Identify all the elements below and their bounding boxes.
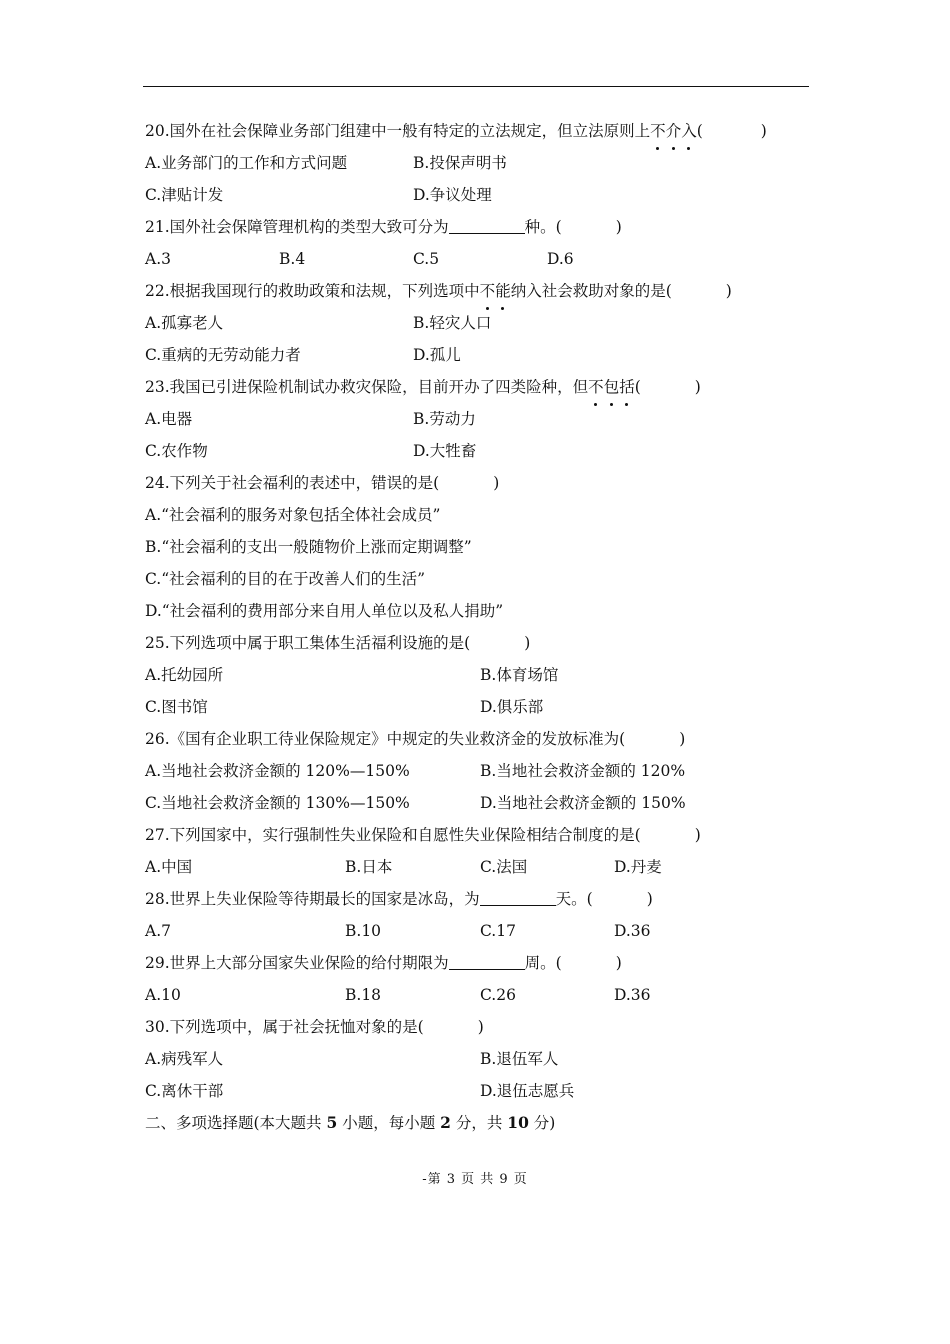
option-d[interactable]: D.俱乐部 bbox=[480, 698, 544, 716]
option-b[interactable]: B.18 bbox=[345, 986, 382, 1004]
option-b[interactable]: B.当地社会救济金额的 120% bbox=[480, 762, 686, 780]
option-a[interactable]: A.中国 bbox=[145, 858, 193, 876]
options-row bbox=[145, 755, 809, 787]
question-number: 26. bbox=[145, 730, 170, 748]
emphasis-text bbox=[480, 282, 511, 300]
question-30 bbox=[145, 1011, 809, 1043]
section-text: 小题，每小题 bbox=[337, 1114, 441, 1132]
option-c[interactable]: C.离休干部 bbox=[145, 1082, 224, 1100]
options-row bbox=[145, 403, 809, 435]
question-stem-tail: 纳入社会救助对象的是( bbox=[510, 282, 672, 300]
emphasis-text bbox=[588, 378, 635, 396]
question-24 bbox=[145, 467, 809, 499]
options-row bbox=[145, 915, 809, 947]
options-row bbox=[145, 1043, 809, 1075]
emphasis-char: 括 bbox=[619, 371, 635, 403]
option-a[interactable]: A.当地社会救济金额的 120%—150% bbox=[145, 762, 410, 780]
option-d[interactable]: D.退伍志愿兵 bbox=[480, 1082, 575, 1100]
options-row bbox=[145, 147, 809, 179]
option-a[interactable]: A.电器 bbox=[145, 410, 193, 428]
options-row bbox=[145, 979, 809, 1011]
close-paren: ) bbox=[694, 826, 701, 844]
option-d[interactable]: D.大牲畜 bbox=[413, 442, 477, 460]
fill-blank[interactable] bbox=[449, 951, 525, 970]
question-number: 30. bbox=[145, 1018, 170, 1036]
close-paren: ) bbox=[679, 730, 686, 748]
option-b[interactable]: B.轻灾人口 bbox=[413, 314, 492, 332]
question-21 bbox=[145, 211, 809, 243]
option-d[interactable]: D.6 bbox=[547, 250, 574, 268]
close-paren: ) bbox=[615, 218, 622, 236]
header-rule bbox=[143, 86, 809, 87]
question-number: 25. bbox=[145, 634, 170, 652]
question-23 bbox=[145, 371, 809, 403]
open-paren: ( bbox=[634, 378, 641, 396]
options-row bbox=[145, 307, 809, 339]
option-c[interactable]: C.图书馆 bbox=[145, 698, 208, 716]
question-stem: 世界上大部分国家失业保险的给付期限为 bbox=[169, 954, 449, 972]
close-paren: ) bbox=[493, 474, 500, 492]
option-d[interactable]: D.丹麦 bbox=[614, 858, 662, 876]
close-paren: ) bbox=[646, 890, 653, 908]
emphasis-char: 能 bbox=[495, 275, 511, 307]
close-paren: ) bbox=[477, 1018, 484, 1036]
options-row bbox=[145, 691, 809, 723]
question-number: 29. bbox=[145, 954, 170, 972]
question-25 bbox=[145, 627, 809, 659]
emphasis-char: 不 bbox=[480, 275, 496, 307]
option-a[interactable]: A.3 bbox=[145, 250, 171, 268]
options-row bbox=[145, 851, 809, 883]
question-20 bbox=[145, 115, 809, 147]
section-text: 二、多项选择题(本大题共 bbox=[145, 1114, 327, 1132]
option-c[interactable]: C.5 bbox=[413, 250, 440, 268]
open-paren: ( bbox=[696, 122, 703, 140]
option-c[interactable]: C.当地社会救济金额的 130%—150% bbox=[145, 794, 410, 812]
close-paren: ) bbox=[615, 954, 622, 972]
close-paren: ) bbox=[524, 634, 531, 652]
option-c[interactable]: C.津贴计发 bbox=[145, 186, 224, 204]
close-paren: ) bbox=[725, 282, 732, 300]
question-number: 21. bbox=[145, 218, 170, 236]
emphasis-char: 入 bbox=[681, 115, 697, 147]
question-28 bbox=[145, 883, 809, 915]
option-c[interactable]: C.17 bbox=[480, 922, 516, 940]
option-b[interactable]: B.投保声明书 bbox=[413, 154, 507, 172]
option-a[interactable]: A.7 bbox=[145, 922, 171, 940]
question-number: 27. bbox=[145, 826, 170, 844]
exam-content bbox=[145, 115, 809, 1139]
options-row bbox=[145, 787, 809, 819]
question-stem: 国外在社会保障业务部门组建中一般有特定的立法规定，但立法原则上 bbox=[169, 122, 651, 140]
question-number: 20. bbox=[145, 122, 170, 140]
question-stem-tail: 种。( bbox=[524, 218, 562, 236]
points-total: 10 bbox=[507, 1113, 529, 1132]
option-d[interactable]: D.当地社会救济金额的 150% bbox=[480, 794, 686, 812]
question-stem-tail: 天。( bbox=[555, 890, 593, 908]
question-stem: 世界上失业保险等待期最长的国家是冰岛，为 bbox=[169, 890, 480, 908]
emphasis-char: 包 bbox=[604, 371, 620, 403]
question-22 bbox=[145, 275, 809, 307]
option-b[interactable]: B.退伍军人 bbox=[480, 1050, 559, 1068]
option-a[interactable]: A.病残军人 bbox=[145, 1050, 224, 1068]
close-paren: ) bbox=[694, 378, 701, 396]
option-a[interactable]: A.托幼园所 bbox=[145, 666, 224, 684]
options-row bbox=[145, 339, 809, 371]
question-29 bbox=[145, 947, 809, 979]
option-a[interactable]: A.孤寡老人 bbox=[145, 314, 224, 332]
emphasis-char: 不 bbox=[650, 115, 666, 147]
question-stem: 我国已引进保险机制试办救灾保险，目前开办了四类险种，但 bbox=[169, 378, 589, 396]
option-b[interactable]: B.4 bbox=[279, 250, 306, 268]
option-c[interactable]: C.法国 bbox=[480, 858, 528, 876]
option-a[interactable]: A.业务部门的工作和方式问题 bbox=[145, 154, 348, 172]
question-stem: 下列国家中，实行强制性失业保险和自愿性失业保险相结合制度的是( bbox=[169, 826, 641, 844]
option-d[interactable]: D.争议处理 bbox=[413, 186, 492, 204]
question-count: 5 bbox=[326, 1113, 338, 1132]
options-row bbox=[145, 243, 809, 275]
question-stem: 下列选项中，属于社会抚恤对象的是( bbox=[169, 1018, 424, 1036]
question-stem: 国外社会保障管理机构的类型大致可分为 bbox=[169, 218, 449, 236]
options-row bbox=[145, 659, 809, 691]
section-text: 分，共 bbox=[450, 1114, 508, 1132]
option-c[interactable]: C.农作物 bbox=[145, 442, 208, 460]
question-number: 24. bbox=[145, 474, 170, 492]
question-stem-tail: 周。( bbox=[524, 954, 562, 972]
question-number: 23. bbox=[145, 378, 170, 396]
fill-blank[interactable] bbox=[480, 887, 556, 906]
option-a[interactable]: A.10 bbox=[145, 986, 181, 1004]
section-heading bbox=[145, 1107, 809, 1139]
emphasis-char: 不 bbox=[588, 371, 604, 403]
option-b[interactable]: B.“社会福利的支出一般随物价上涨而定期调整” bbox=[145, 538, 472, 556]
options-row bbox=[145, 179, 809, 211]
option-d[interactable]: D.36 bbox=[614, 922, 651, 940]
option-a[interactable]: A.“社会福利的服务对象包括全体社会成员” bbox=[145, 506, 441, 524]
option-b[interactable]: B.劳动力 bbox=[413, 410, 476, 428]
question-stem: 根据我国现行的救助政策和法规，下列选项中 bbox=[169, 282, 480, 300]
page-footer: -第 3 页 共 9 页 bbox=[422, 1172, 528, 1187]
option-b[interactable]: B.10 bbox=[345, 922, 382, 940]
question-number: 28. bbox=[145, 890, 170, 908]
option-c[interactable]: C.“社会福利的目的在于改善人们的生活” bbox=[145, 570, 426, 588]
close-paren: ) bbox=[760, 122, 767, 140]
emphasis-text bbox=[650, 122, 697, 140]
emphasis-char: 介 bbox=[666, 115, 682, 147]
fill-blank[interactable] bbox=[449, 215, 525, 234]
option-c[interactable]: C.重病的无劳动能力者 bbox=[145, 346, 301, 364]
option-d[interactable]: D.“社会福利的费用部分来自用人单位以及私人捐助” bbox=[145, 602, 504, 620]
option-b[interactable]: B.日本 bbox=[345, 858, 393, 876]
question-stem: 《国有企业职工待业保险规定》中规定的失业救济金的发放标准为( bbox=[169, 730, 626, 748]
option-b[interactable]: B.体育场馆 bbox=[480, 666, 559, 684]
options-row bbox=[145, 1075, 809, 1107]
options-row bbox=[145, 435, 809, 467]
question-27 bbox=[145, 819, 809, 851]
question-stem: 下列关于社会福利的表述中，错误的是( bbox=[169, 474, 440, 492]
option-d[interactable]: D.孤儿 bbox=[413, 346, 461, 364]
section-text: 分) bbox=[528, 1114, 556, 1132]
question-number: 22. bbox=[145, 282, 170, 300]
points-each: 2 bbox=[440, 1113, 451, 1132]
question-stem: 下列选项中属于职工集体生活福利设施的是( bbox=[169, 634, 471, 652]
question-26 bbox=[145, 723, 809, 755]
option-c[interactable]: C.26 bbox=[480, 986, 516, 1004]
option-d[interactable]: D.36 bbox=[614, 986, 651, 1004]
